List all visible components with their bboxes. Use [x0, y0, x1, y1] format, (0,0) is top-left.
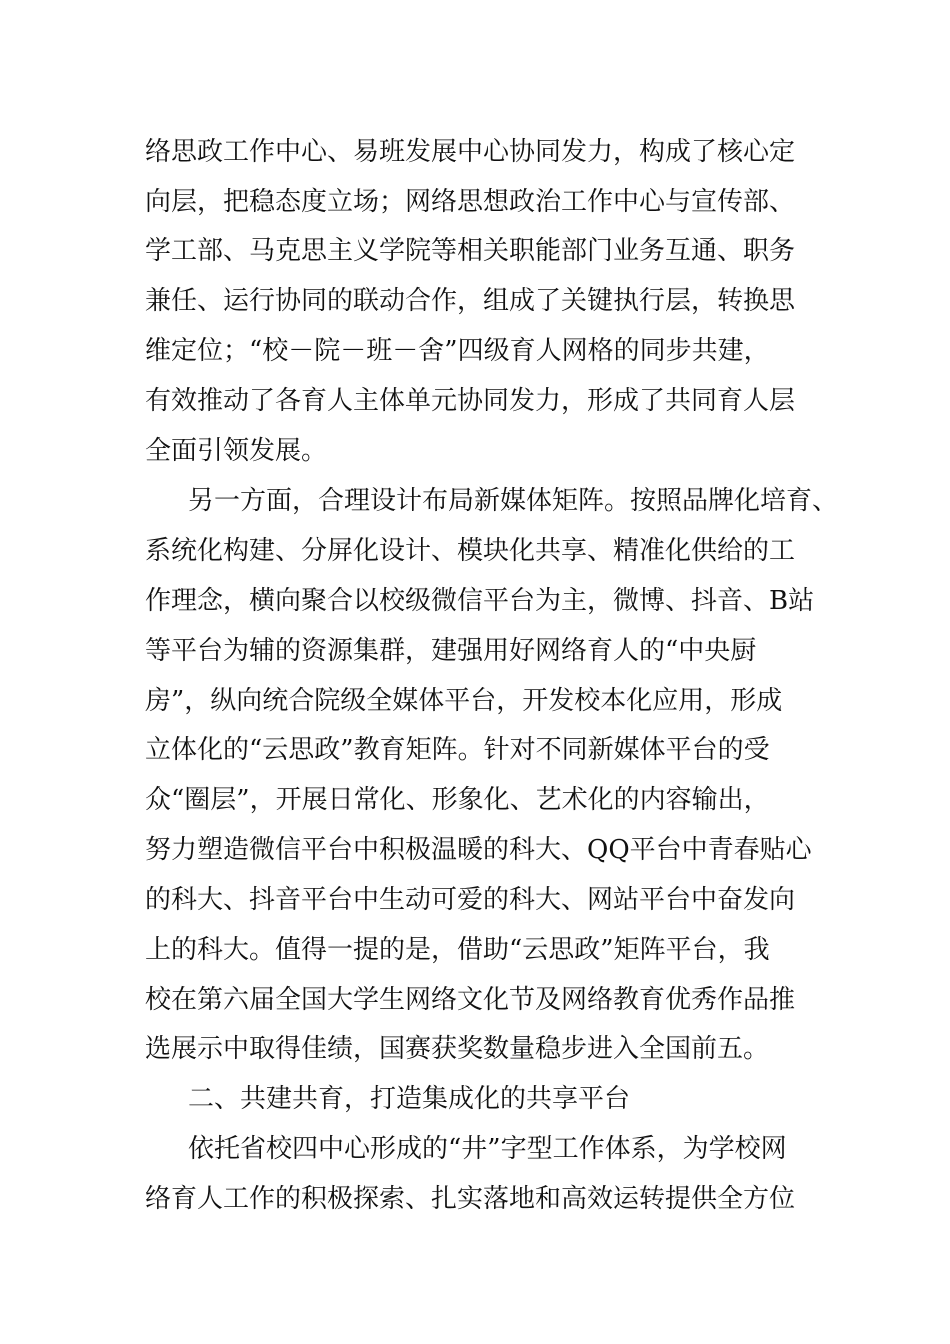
text-line: 络育人工作的积极探索、扎实落地和高效运转提供全方位 — [145, 1184, 796, 1214]
paragraph-first-line: 另一方面，合理设计布局新媒体矩阵。按照品牌化培育、 — [188, 486, 839, 516]
text-line: 全面引领发展。 — [145, 436, 328, 466]
text-line: 学工部、马克思主义学院等相关职能部门业务互通、职务 — [145, 236, 796, 266]
text-line: 兼任、运行协同的联动合作，组成了关键执行层，转换思 — [145, 286, 796, 316]
text-line: 维定位；“校－院－班－舍”四级育人网格的同步共建， — [145, 336, 770, 366]
text-line: 上的科大。值得一提的是，借助“云思政”矩阵平台，我 — [145, 935, 770, 965]
text-line: 房”，纵向统合院级全媒体平台，开发校本化应用，形成 — [145, 686, 783, 716]
paragraph-first-line: 依托省校四中心形成的“井”字型工作体系，为学校网 — [188, 1134, 787, 1164]
text-line: 选展示中取得佳绩，国赛获奖数量稳步进入全国前五。 — [145, 1034, 770, 1064]
text-line: 众“圈层”，开展日常化、形象化、艺术化的内容输出， — [145, 785, 770, 815]
text-line: 络思政工作中心、易班发展中心协同发力，构成了核心定 — [145, 137, 796, 167]
text-line: 等平台为辅的资源集群，建强用好网络育人的“中央厨 — [145, 636, 757, 666]
section-heading: 二、共建共育，打造集成化的共享平台 — [188, 1084, 631, 1114]
text-line: 有效推动了各育人主体单元协同发力，形成了共同育人层 — [145, 386, 796, 416]
text-line: 立体化的“云思政”教育矩阵。针对不同新媒体平台的受 — [145, 735, 770, 765]
text-line: 系统化构建、分屏化设计、模块化共享、精准化供给的工 — [145, 536, 796, 566]
text-line: 的科大、抖音平台中生动可爱的科大、网站平台中奋发向 — [145, 885, 796, 915]
text-line: 向层，把稳态度立场；网络思想政治工作中心与宣传部、 — [145, 187, 796, 217]
text-line: 校在第六届全国大学生网络文化节及网络教育优秀作品推 — [145, 985, 796, 1015]
text-line: 努力塑造微信平台中积极温暖的科大、QQ平台中青春贴心 — [145, 835, 812, 865]
text-line: 作理念，横向聚合以校级微信平台为主，微博、抖音、B站 — [145, 586, 815, 616]
